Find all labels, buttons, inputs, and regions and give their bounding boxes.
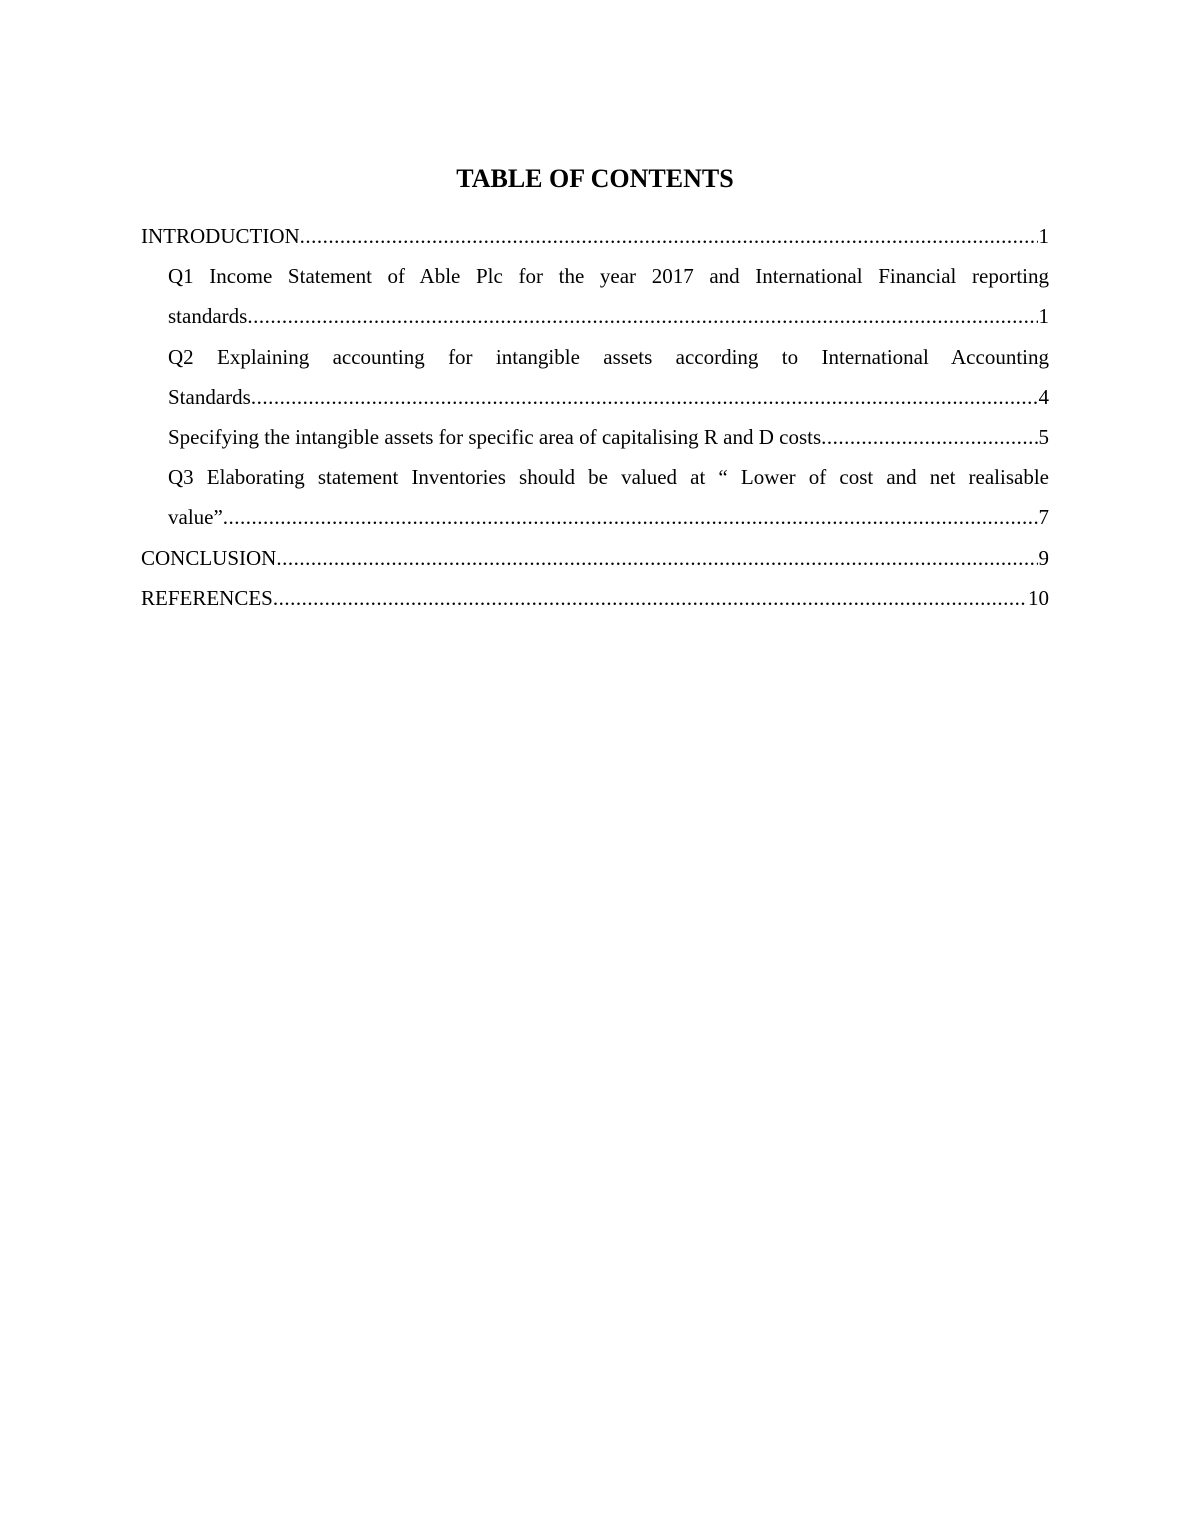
dot-leader [251, 377, 1038, 417]
dot-leader [273, 578, 1027, 618]
toc-page-number: 1 [1038, 304, 1049, 329]
toc-page-number: 10 [1028, 585, 1049, 610]
toc-entry-text-line: Q2 Explaining accounting for intangible assets according to International Accounting [168, 344, 1049, 369]
dot-leader [247, 296, 1037, 336]
toc-entry-conclusion[interactable] [141, 538, 1049, 578]
dot-leader [300, 216, 1038, 256]
dot-leader [821, 417, 1037, 457]
toc-entry-text: REFERENCES [141, 585, 273, 610]
toc-entry-text-line: Q3 Elaborating statement Inventories should be valued at “ Lower of cost and net realisable [168, 465, 1049, 490]
dot-leader [223, 497, 1038, 537]
toc-entry-introduction[interactable] [141, 216, 1049, 256]
toc-entry-q3[interactable] [168, 457, 1049, 537]
toc-page-number: 9 [1038, 545, 1049, 570]
toc-entry-intangible-assets[interactable] [168, 417, 1049, 457]
toc-page-number: 1 [1038, 224, 1049, 248]
toc-entry-text: INTRODUCTION [141, 224, 300, 248]
toc-page-number: 4 [1038, 384, 1049, 409]
table-of-contents [141, 216, 1049, 618]
toc-entry-text-line: Q1 Income Statement of Able Plc for the year 2017 and International Financial reporting [168, 264, 1049, 289]
dot-leader [276, 538, 1037, 578]
toc-entry-references[interactable] [141, 578, 1049, 618]
toc-entry-text: Specifying the intangible assets for specific area of capitalising R and D costs [168, 425, 822, 450]
toc-title: TABLE OF CONTENTS [456, 164, 734, 193]
toc-entry-q1[interactable] [168, 256, 1049, 336]
toc-entry-text: standards [168, 304, 248, 329]
toc-page-number: 7 [1038, 505, 1049, 530]
toc-entry-text: value” [168, 505, 223, 530]
toc-entry-text: Standards [168, 384, 251, 409]
toc-page-number: 5 [1038, 425, 1049, 450]
toc-entry-text: CONCLUSION [141, 545, 277, 570]
toc-entry-q2[interactable] [168, 337, 1049, 417]
